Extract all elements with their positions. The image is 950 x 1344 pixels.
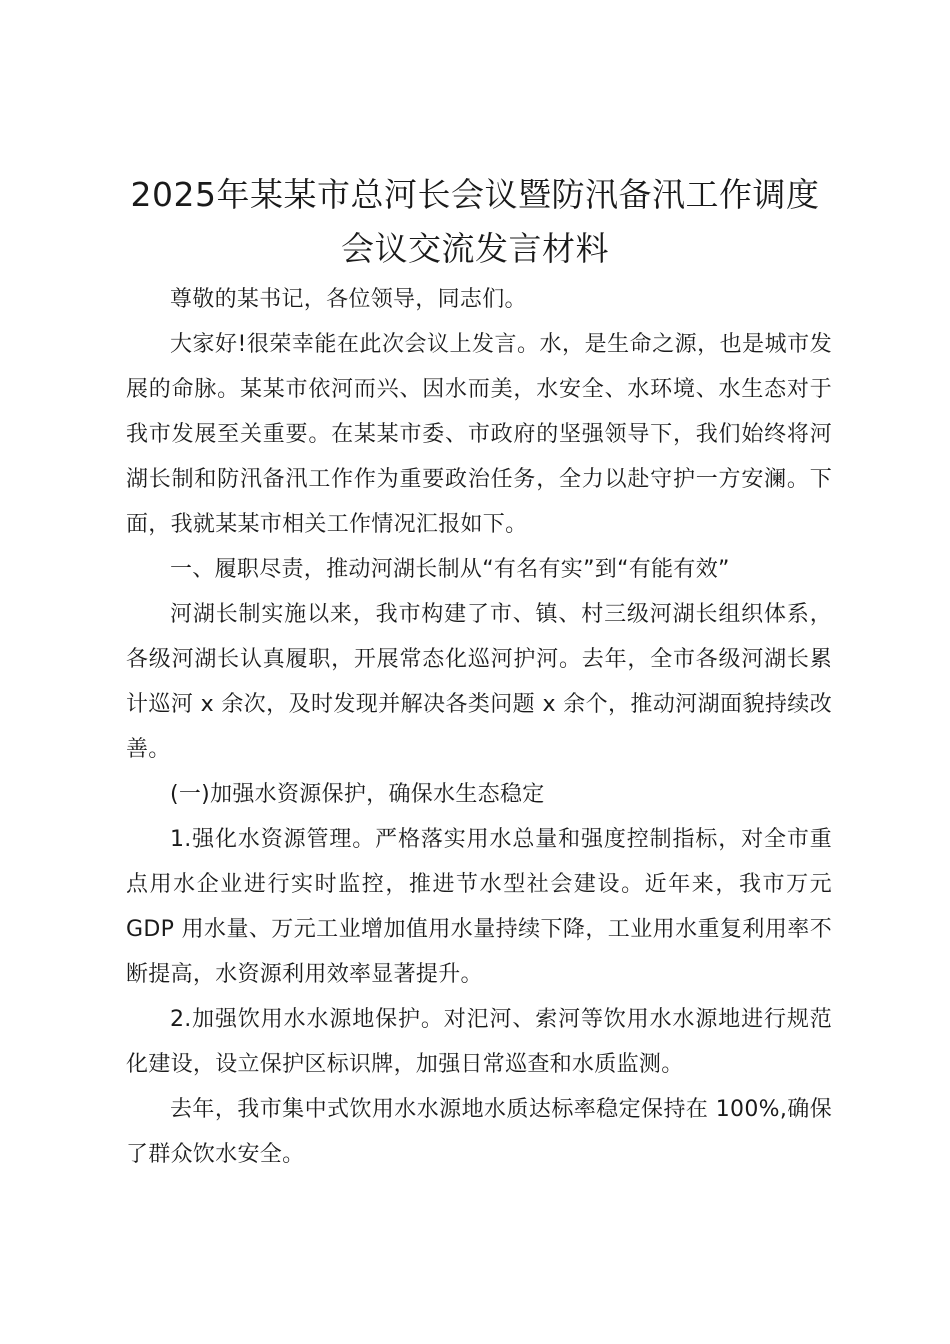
item-2-continuation-paragraph: 去年，我市集中式饮用水水源地水质达标率稳定保持在 100%,确保了群众饮水安全。 xyxy=(126,1097,832,1167)
item-2-paragraph: 2.加强饮用水水源地保护。对汜河、索河等饮用水水源地进行规范化建设，设立保护区标识牌，加强日常巡查和水质监测。 xyxy=(126,1007,832,1077)
document-title: 2025年某某市总河长会议暨防汛备汛工作调度会议交流发言材料 xyxy=(130,175,820,268)
intro-paragraph: 大家好!很荣幸能在此次会议上发言。水，是生命之源，也是城市发展的命脉。某某市依河而兴、因水而美，水安全、水环境、水生态对于我市发展至关重要。在某某市委、市政府的坚强领导下，我们始终将河湖长制和防汛备汛工作作为重要政治任务，全力以赴守护一方安澜。下面，我就某某市相关工作情况汇报如下。 xyxy=(126,332,832,537)
section-1-paragraph: 河湖长制实施以来，我市构建了市、镇、村三级河湖长组织体系，各级河湖长认真履职，开展常态化巡河护河。去年，全市各级河湖长累计巡河 x 余次，及时发现并解决各类问题 x 余个，推动河湖面貌持续改善。 xyxy=(126,602,832,762)
salutation-paragraph: 尊敬的某书记，各位领导，同志们。 xyxy=(170,287,527,312)
item-1-paragraph: 1.强化水资源管理。严格落实用水总量和强度控制指标，对全市重点用水企业进行实时监控，推进节水型社会建设。近年来，我市万元 GDP 用水量、万元工业增加值用水量持续下降，工业用水重复利用率不断提高，水资源利用效率显著提升。 xyxy=(126,827,832,987)
section-heading-1: 一、履职尽责，推动河湖长制从“有名有实”到“有能有效” xyxy=(170,557,730,582)
document-body xyxy=(126,277,832,1177)
subsection-heading-1: (一)加强水资源保护，确保水生态稳定 xyxy=(170,782,545,807)
